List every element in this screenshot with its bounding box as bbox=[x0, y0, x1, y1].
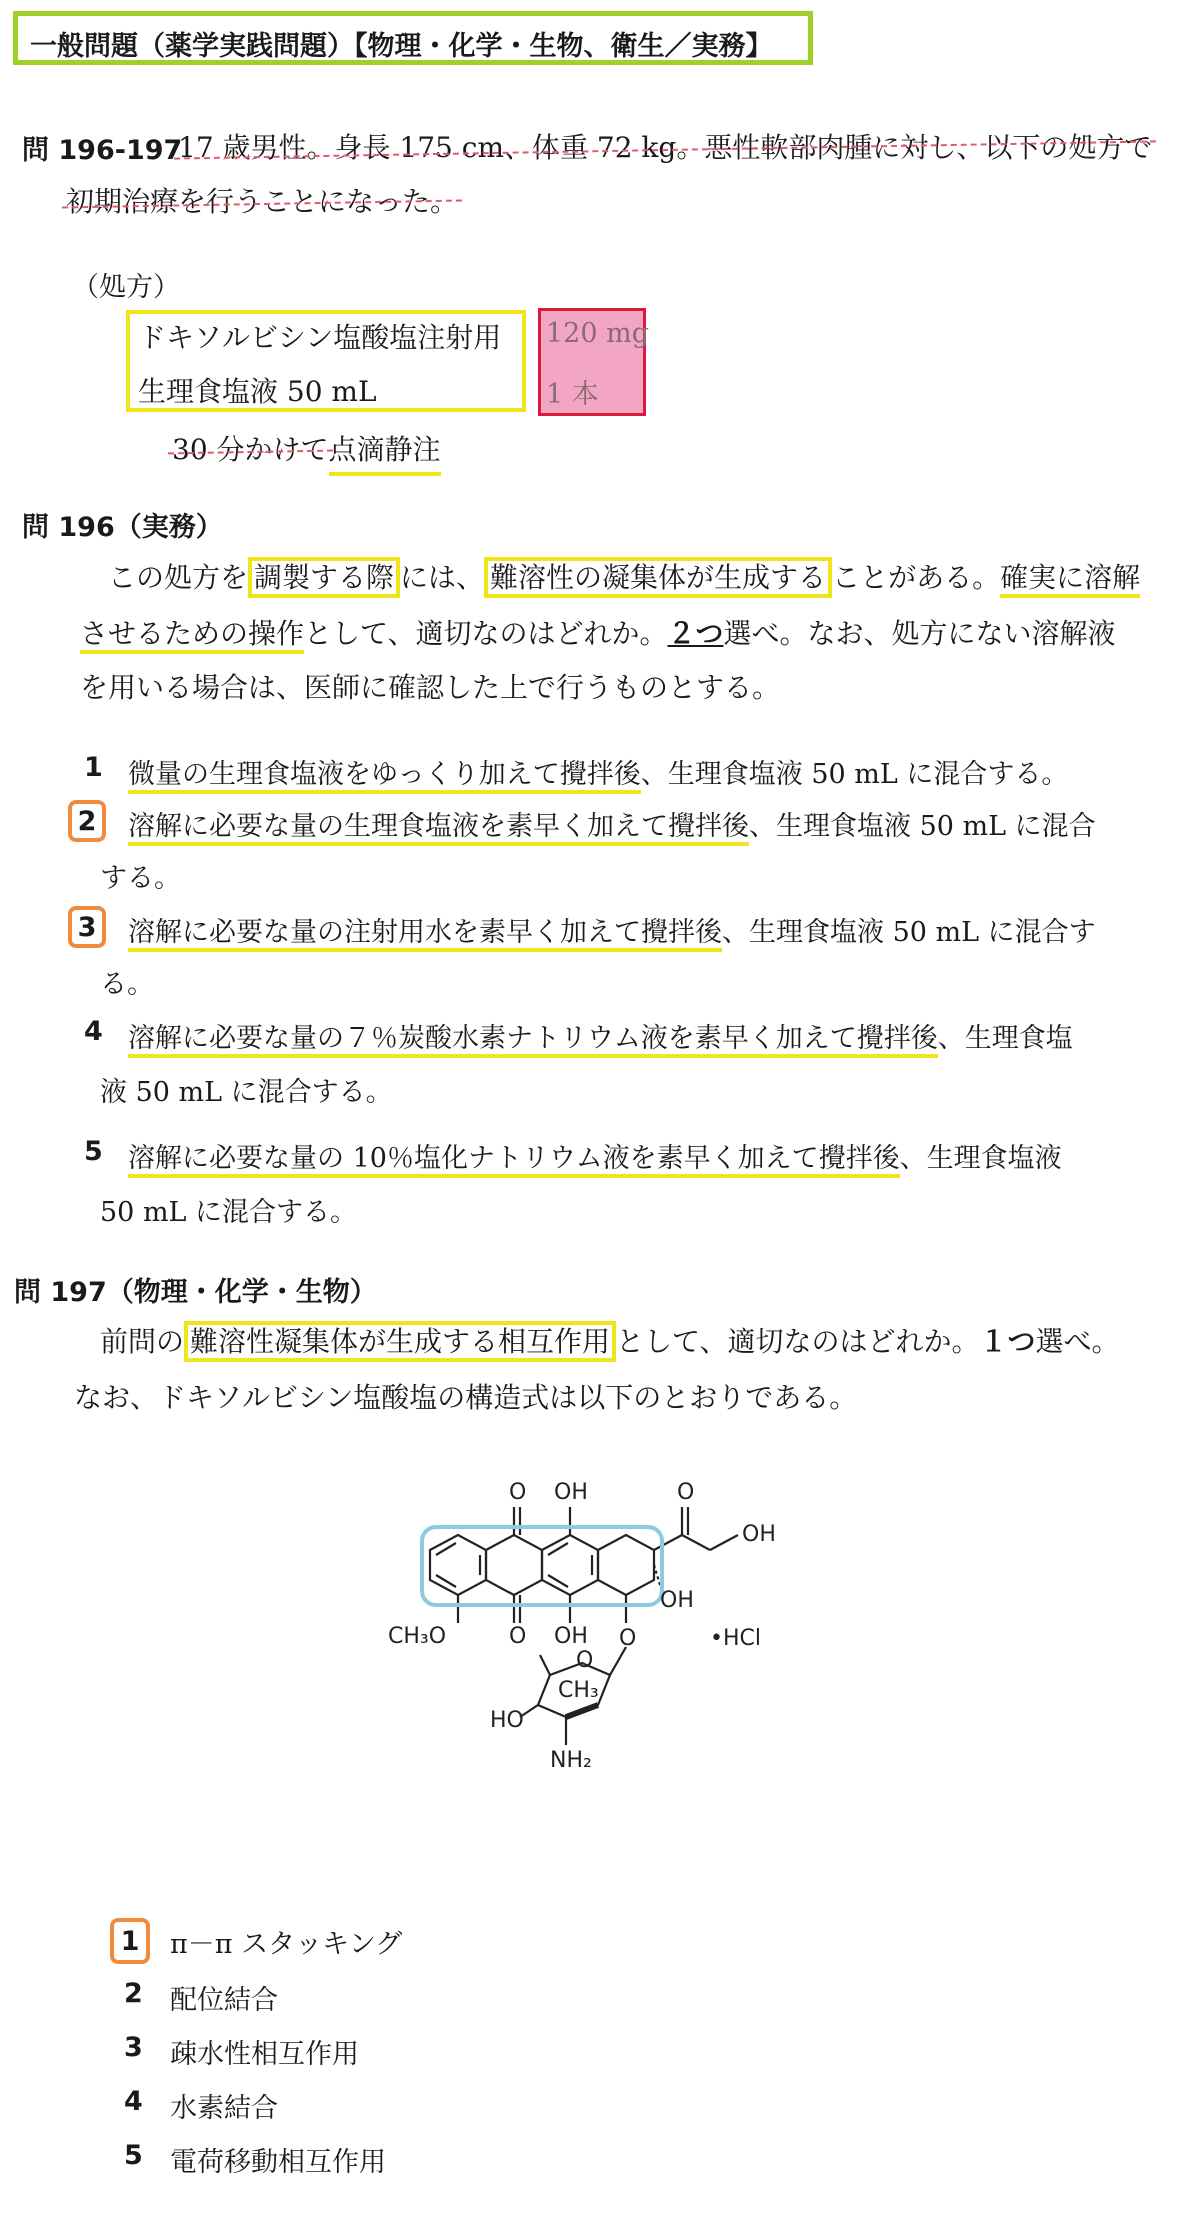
option-underline: 溶解に必要な量の生理食塩液を素早く加えて攪拌後 bbox=[128, 811, 749, 846]
highlight-preparation: 調製する際 bbox=[248, 557, 400, 598]
q196-option-5[interactable] bbox=[128, 1136, 1062, 1175]
q197-option-4-number: 4 bbox=[124, 2086, 143, 2117]
stem-text: として、適切なのはどれか。 bbox=[304, 617, 668, 650]
atom-labels bbox=[388, 1480, 776, 1773]
q197-stem-line-1 bbox=[100, 1320, 1120, 1360]
stem-text: 選べ。なお、処方にない溶解液 bbox=[723, 617, 1116, 650]
q196-option-2-number-circled: 2 bbox=[68, 800, 106, 842]
option-text: 、生理食塩液 bbox=[899, 1143, 1062, 1174]
drug-1: ドキソルビシン塩酸塩注射用 bbox=[138, 321, 502, 354]
dose-2: 1 本 bbox=[546, 379, 599, 410]
q197-option-1-number-circled: 1 bbox=[110, 1918, 150, 1964]
dose-1: 120 mg bbox=[546, 318, 650, 349]
admin-route: 点滴静注 bbox=[329, 433, 441, 476]
struck-case-text-1: 17 歳男性。身長 175 cm、体重 72 kg。悪性軟部肉腫に対し、以下の処方で bbox=[178, 131, 1153, 164]
atom-och3: CH₃O bbox=[388, 1624, 447, 1649]
atom-o-bottom: O bbox=[509, 1624, 527, 1649]
hcl-label: •HCl bbox=[710, 1626, 761, 1651]
question-label: 問 196-197 bbox=[22, 135, 183, 166]
q196-option-3-cont: る。 bbox=[100, 969, 154, 1000]
q197-option-2[interactable]: 配位結合 bbox=[170, 1985, 278, 2016]
stem-text: として、適切なのはどれか。 bbox=[616, 1325, 980, 1358]
administration-line bbox=[172, 428, 441, 468]
q196-stem-line-3: を用いる場合は、医師に確認した上で行うものとする。 bbox=[80, 671, 781, 704]
stem-text: には、 bbox=[400, 561, 485, 594]
q196-stem-line-2 bbox=[80, 612, 1116, 652]
atom-oh-top: OH bbox=[554, 1480, 588, 1505]
q196-option-4-cont: 液 50 mL に混合する。 bbox=[100, 1077, 393, 1108]
atom-oh-ring: OH bbox=[660, 1588, 694, 1613]
option-underline: 溶解に必要な量の 10％塩化ナトリウム液を素早く加えて攪拌後 bbox=[128, 1143, 900, 1178]
option-text: 、生理食塩 bbox=[937, 1023, 1073, 1054]
q196-title: 問 196（実務） bbox=[22, 512, 223, 543]
atom-ch3: CH₃ bbox=[558, 1678, 599, 1703]
q196-option-3[interactable] bbox=[128, 910, 1096, 949]
q196-option-4-number: 4 bbox=[84, 1016, 103, 1047]
q197-option-3[interactable]: 疎水性相互作用 bbox=[170, 2039, 359, 2070]
highlight-aggregate: 難溶性の凝集体が生成する bbox=[484, 557, 832, 598]
q196-option-2[interactable] bbox=[128, 804, 1096, 843]
option-text: 、生理食塩液 50 mL に混合 bbox=[749, 811, 1096, 842]
q197-title: 問 197（物理・化学・生物） bbox=[14, 1277, 377, 1308]
q196-option-3-number-circled: 3 bbox=[68, 906, 106, 948]
option-text: 、生理食塩液 50 mL に混合す bbox=[722, 917, 1096, 948]
atom-o-top: O bbox=[509, 1480, 527, 1505]
q196-option-1-number: 1 bbox=[84, 752, 103, 783]
select-count: ２つ bbox=[667, 617, 724, 650]
underline-dissolve: 確実に溶解 bbox=[1000, 561, 1140, 598]
doxorubicin-structure bbox=[360, 1455, 840, 1815]
q197-option-5[interactable]: 電荷移動相互作用 bbox=[170, 2147, 386, 2178]
q196-option-1[interactable] bbox=[128, 752, 1068, 791]
select-count: １つ bbox=[979, 1325, 1036, 1358]
atom-o-ring: O bbox=[576, 1648, 594, 1673]
bold-bond bbox=[566, 1705, 598, 1717]
q197-option-1[interactable]: π－π スタッキング bbox=[170, 1929, 403, 1960]
q197-option-4[interactable]: 水素結合 bbox=[170, 2093, 278, 2124]
atom-o-link: O bbox=[619, 1626, 637, 1651]
atom-o-ketone: O bbox=[677, 1480, 695, 1505]
case-line-1 bbox=[178, 126, 1152, 166]
option-text: 、生理食塩液 50 mL に混合する。 bbox=[640, 759, 1069, 790]
drug-2: 生理食塩液 50 mL bbox=[138, 375, 377, 408]
stem-text: 前問の bbox=[100, 1325, 185, 1358]
stem-text: 選べ。 bbox=[1035, 1325, 1120, 1358]
atom-nh2: NH₂ bbox=[550, 1748, 592, 1773]
atom-oh-chain: OH bbox=[742, 1522, 776, 1547]
q196-stem-line-1 bbox=[108, 556, 1140, 596]
struck-admin-duration: 30 分かけて bbox=[172, 433, 329, 466]
case-line-2 bbox=[66, 180, 458, 220]
section-header: 一般問題（薬学実践問題）【物理・化学・生物、衛生／実務】 bbox=[13, 11, 813, 65]
q197-option-2-number: 2 bbox=[124, 1978, 143, 2009]
q196-option-2-cont: する。 bbox=[100, 863, 181, 894]
highlight-interaction: 難溶性凝集体が生成する相互作用 bbox=[184, 1321, 616, 1362]
underline-operation: させるための操作 bbox=[80, 617, 304, 654]
q197-option-5-number: 5 bbox=[124, 2140, 143, 2171]
q196-option-4[interactable] bbox=[128, 1016, 1073, 1055]
struck-case-text-2: 初期治療を行うことになった。 bbox=[66, 185, 459, 218]
prescription-label: （処方） bbox=[72, 272, 180, 303]
atom-ho: HO bbox=[490, 1708, 524, 1733]
q197-stem-line-2: なお、ドキソルビシン塩酸塩の構造式は以下のとおりである。 bbox=[74, 1381, 858, 1414]
q197-option-3-number: 3 bbox=[124, 2032, 143, 2063]
atom-oh-bottom: OH bbox=[554, 1624, 588, 1649]
q196-option-5-number: 5 bbox=[84, 1136, 103, 1167]
stem-text: ことがある。 bbox=[832, 561, 1001, 594]
q196-option-5-cont: 50 mL に混合する。 bbox=[100, 1197, 358, 1228]
option-underline: 溶解に必要な量の７％炭酸水素ナトリウム液を素早く加えて攪拌後 bbox=[128, 1023, 938, 1058]
option-underline: 溶解に必要な量の注射用水を素早く加えて攪拌後 bbox=[128, 917, 722, 952]
option-underline: 微量の生理食塩液をゆっくり加えて攪拌後 bbox=[128, 759, 641, 794]
stem-text: この処方を bbox=[108, 561, 249, 594]
